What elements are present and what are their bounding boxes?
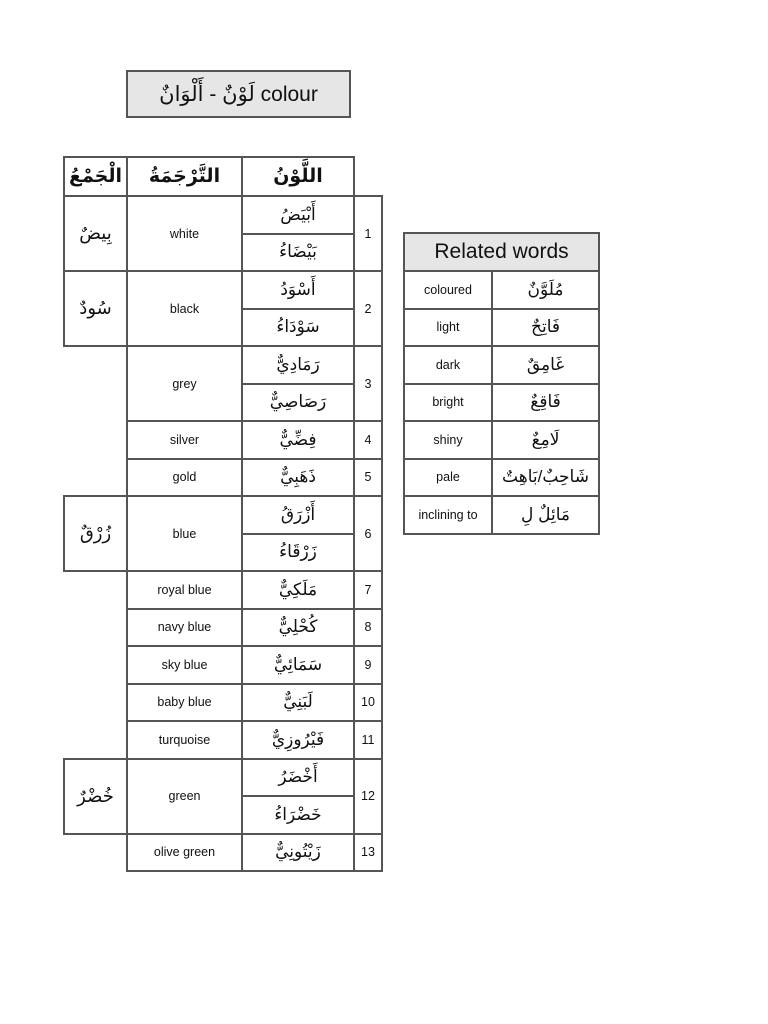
plural-cell bbox=[64, 609, 127, 647]
colours-table-body bbox=[64, 196, 382, 871]
plural-cell bbox=[64, 346, 127, 421]
plural-cell bbox=[64, 571, 127, 609]
colour-form-cell: كُحْلِيٌّ bbox=[242, 609, 354, 647]
table-row bbox=[64, 609, 382, 647]
plural-cell bbox=[64, 459, 127, 497]
table-row bbox=[64, 759, 382, 797]
table-row bbox=[64, 421, 382, 459]
row-number-cell: 4 bbox=[354, 421, 382, 459]
row-number-cell: 5 bbox=[354, 459, 382, 497]
row-number-cell: 13 bbox=[354, 834, 382, 872]
table-row bbox=[64, 459, 382, 497]
related-row bbox=[404, 421, 599, 459]
related-english-cell: dark bbox=[404, 346, 492, 384]
row-number-cell: 3 bbox=[354, 346, 382, 421]
related-words-body bbox=[404, 271, 599, 534]
related-row bbox=[404, 271, 599, 309]
translation-cell: white bbox=[127, 196, 242, 271]
translation-cell: navy blue bbox=[127, 609, 242, 647]
plural-cell: سُودٌ bbox=[64, 271, 127, 346]
row-number-cell: 1 bbox=[354, 196, 382, 271]
colour-form-cell: سَوْدَاءُ bbox=[242, 309, 354, 347]
related-row bbox=[404, 459, 599, 497]
table-row bbox=[64, 721, 382, 759]
related-english-cell: shiny bbox=[404, 421, 492, 459]
row-number-cell: 12 bbox=[354, 759, 382, 834]
colour-form-cell: بَيْضَاءُ bbox=[242, 234, 354, 272]
header-colour: اللَّوْنُ bbox=[242, 157, 354, 196]
table-row bbox=[64, 271, 382, 309]
table-row bbox=[64, 196, 382, 234]
plural-cell bbox=[64, 646, 127, 684]
translation-cell: blue bbox=[127, 496, 242, 571]
table-row bbox=[64, 346, 382, 384]
translation-cell: green bbox=[127, 759, 242, 834]
colour-form-cell: رَصَاصِيٌّ bbox=[242, 384, 354, 422]
related-arabic-cell: لَامِعٌ bbox=[492, 421, 599, 459]
related-arabic-cell: مَائِلٌ لِ bbox=[492, 496, 599, 534]
plural-cell: زُرْقٌ bbox=[64, 496, 127, 571]
plural-cell: بِيضٌ bbox=[64, 196, 127, 271]
header-row bbox=[64, 157, 382, 196]
translation-cell: royal blue bbox=[127, 571, 242, 609]
related-english-cell: light bbox=[404, 309, 492, 347]
table-row bbox=[64, 646, 382, 684]
related-arabic-cell: مُلَوَّنٌ bbox=[492, 271, 599, 309]
colour-form-cell: فَيْرُوزِيٌّ bbox=[242, 721, 354, 759]
translation-cell: black bbox=[127, 271, 242, 346]
row-number-cell: 9 bbox=[354, 646, 382, 684]
colour-form-cell: زَيْتُونِيٌّ bbox=[242, 834, 354, 872]
translation-cell: grey bbox=[127, 346, 242, 421]
colour-form-cell: ذَهَبِيٌّ bbox=[242, 459, 354, 497]
related-words-header: Related words bbox=[404, 233, 599, 271]
translation-cell: sky blue bbox=[127, 646, 242, 684]
row-number-cell: 6 bbox=[354, 496, 382, 571]
translation-cell: olive green bbox=[127, 834, 242, 872]
related-english-cell: bright bbox=[404, 384, 492, 422]
colour-form-cell: لَبَنِيٌّ bbox=[242, 684, 354, 722]
colour-form-cell: رَمَادِيٌّ bbox=[242, 346, 354, 384]
related-words-table bbox=[403, 232, 600, 535]
related-row bbox=[404, 384, 599, 422]
table-row bbox=[64, 684, 382, 722]
colour-form-cell: خَضْرَاءُ bbox=[242, 796, 354, 834]
plural-cell: خُضْرٌ bbox=[64, 759, 127, 834]
related-english-cell: inclining to bbox=[404, 496, 492, 534]
row-number-cell: 10 bbox=[354, 684, 382, 722]
plural-cell bbox=[64, 721, 127, 759]
plural-cell bbox=[64, 421, 127, 459]
translation-cell: gold bbox=[127, 459, 242, 497]
row-number-cell: 11 bbox=[354, 721, 382, 759]
colour-form-cell: فِضِّيٌّ bbox=[242, 421, 354, 459]
plural-cell bbox=[64, 834, 127, 872]
related-row bbox=[404, 309, 599, 347]
table-row bbox=[64, 834, 382, 872]
colour-form-cell: أَبْيَضُ bbox=[242, 196, 354, 234]
related-arabic-cell: شَاحِبٌ/بَاهِتٌ bbox=[492, 459, 599, 497]
header-translation: التَّرْجَمَةُ bbox=[127, 157, 242, 196]
colour-form-cell: سَمَائِيٌّ bbox=[242, 646, 354, 684]
header-blank bbox=[354, 157, 382, 196]
table-row bbox=[64, 496, 382, 534]
related-arabic-cell: فَاقِعٌ bbox=[492, 384, 599, 422]
translation-cell: baby blue bbox=[127, 684, 242, 722]
translation-cell: silver bbox=[127, 421, 242, 459]
colour-form-cell: أَسْوَدُ bbox=[242, 271, 354, 309]
related-arabic-cell: غَامِقٌ bbox=[492, 346, 599, 384]
related-row bbox=[404, 496, 599, 534]
row-number-cell: 2 bbox=[354, 271, 382, 346]
colour-form-cell: أَزْرَقُ bbox=[242, 496, 354, 534]
header-plural: الْجَمْعُ bbox=[64, 157, 127, 196]
related-row bbox=[404, 346, 599, 384]
colour-form-cell: مَلَكِيٌّ bbox=[242, 571, 354, 609]
colour-form-cell: زَرْقَاءُ bbox=[242, 534, 354, 572]
translation-cell: turquoise bbox=[127, 721, 242, 759]
related-english-cell: pale bbox=[404, 459, 492, 497]
row-number-cell: 8 bbox=[354, 609, 382, 647]
colours-table bbox=[63, 156, 383, 872]
related-english-cell: coloured bbox=[404, 271, 492, 309]
plural-cell bbox=[64, 684, 127, 722]
table-row bbox=[64, 571, 382, 609]
related-arabic-cell: فَاتِحٌ bbox=[492, 309, 599, 347]
page-title: لَوْنٌ - أَلْوَانٌ colour bbox=[126, 70, 351, 118]
row-number-cell: 7 bbox=[354, 571, 382, 609]
colour-form-cell: أَخْضَرُ bbox=[242, 759, 354, 797]
